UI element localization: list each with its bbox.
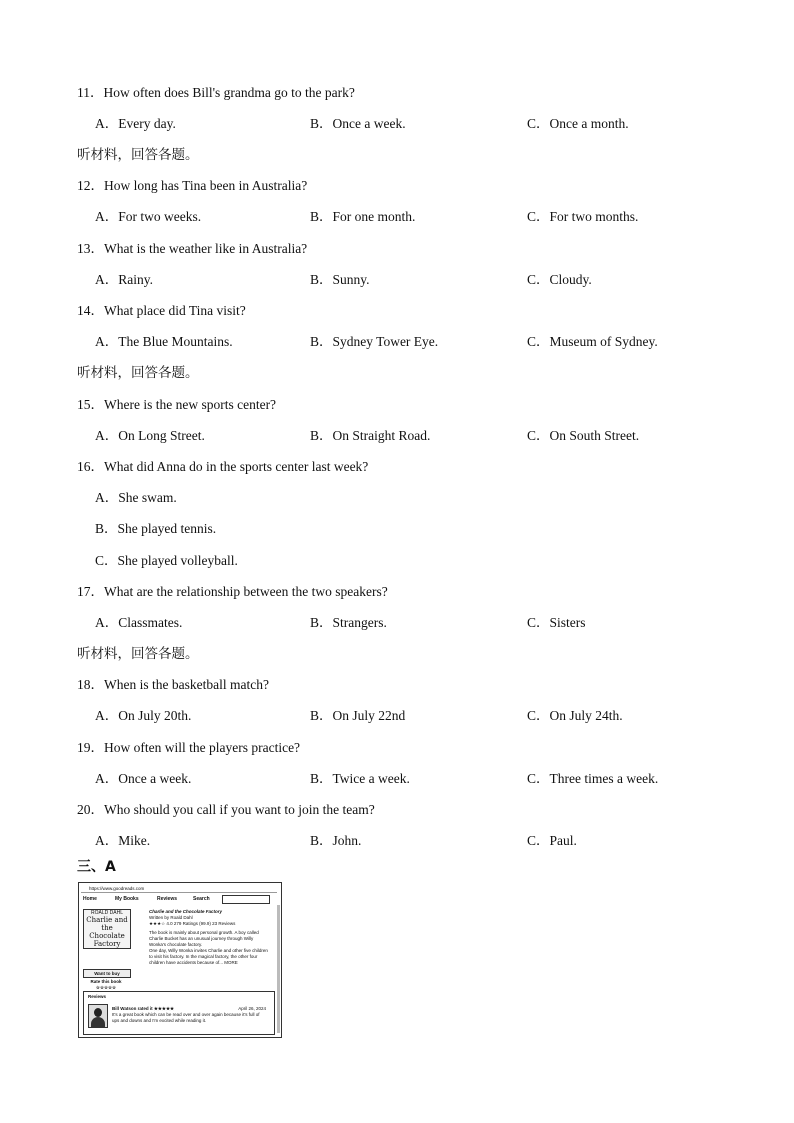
question-16: 16．What did Anna do in the sports center last week?: [77, 459, 369, 474]
option-19-a: A．Once a week.: [95, 771, 192, 786]
book-info: [149, 909, 271, 966]
option-20-b: B．John.: [310, 833, 362, 848]
question-14: 14．What place did Tina visit?: [77, 303, 246, 318]
rate-label: Rate this book: [90, 979, 122, 984]
want-to-buy-button: Want to buy: [83, 969, 131, 978]
book-cover: [83, 909, 131, 949]
description-2: One day, Willy Wonka invites Charlie and other five children to visit his factory. In the magical factory, the other four children have accidents because of... MORE: [149, 948, 268, 965]
cover-author: ROALD DAHL: [91, 910, 123, 916]
option-15-a: A．On Long Street.: [95, 428, 205, 443]
section-title: 三、A: [77, 859, 116, 875]
option-12-c: C．For two months.: [527, 209, 639, 224]
option-20-c: C．Paul.: [527, 833, 577, 848]
book-title: Charlie and the Chocolate Factory: [149, 909, 223, 914]
option-17-b: B．Strangers.: [310, 615, 387, 630]
instruction-3: 听材料，回答各题。: [77, 646, 199, 662]
reviews-label: Reviews: [88, 994, 107, 999]
option-18-c: C．On July 24th.: [527, 708, 623, 723]
question-17: 17．What are the relationship between the two speakers?: [77, 584, 388, 599]
scrollbar: [277, 905, 280, 1033]
question-15: 15．Where is the new sports center?: [77, 397, 277, 412]
question-13: 13．What is the weather like in Australia?: [77, 241, 308, 256]
nav-search: Search: [193, 896, 210, 902]
instruction-1: 听材料，回答各题。: [77, 147, 199, 163]
reviewer-line: Bill Watson rated it ★★★★★: [112, 1006, 175, 1011]
avatar: [88, 1004, 108, 1028]
question-19: 19．How often will the players practice?: [77, 740, 301, 755]
rate-this-book: [83, 979, 129, 991]
question-12: 12．How long has Tina been in Australia?: [77, 178, 308, 193]
nav-reviews: Reviews: [157, 896, 178, 902]
option-11-a: A．Every day.: [95, 116, 176, 131]
description-1: The book is mainly about personal growth. A boy called Charlie Bucket has an unusual journey through Willy Wonka's chocolate factory.: [149, 930, 259, 947]
nav-home: Home: [83, 896, 97, 902]
option-19-b: B．Twice a week.: [310, 771, 410, 786]
option-13-a: A．Rainy.: [95, 272, 153, 287]
option-14-c: C．Museum of Sydney.: [527, 334, 658, 349]
option-14-b: B．Sydney Tower Eye.: [310, 334, 439, 349]
option-16-c: C．She played volleyball.: [95, 553, 238, 568]
option-12-b: B．For one month.: [310, 209, 416, 224]
review-date: April 26, 2024: [238, 1006, 266, 1011]
option-13-b: B．Sunny.: [310, 272, 370, 287]
option-14-a: A．The Blue Mountains.: [95, 334, 233, 349]
url-bar: https://www.goodreads.com: [81, 885, 277, 893]
question-11: 11．How often does Bill's grandma go to the park?: [77, 85, 355, 100]
question-18: 18．When is the basketball match?: [77, 677, 269, 692]
instruction-2: 听材料，回答各题。: [77, 365, 199, 381]
option-13-c: C．Cloudy.: [527, 272, 592, 287]
cover-title: Charlie and the Chocolate Factory: [86, 916, 128, 948]
nav-my-books: My Books: [115, 896, 139, 902]
rating-line: ★★★☆ 4.0 279 Ratings (99.9) 23 Reviews: [149, 921, 236, 926]
option-11-c: C．Once a month.: [527, 116, 629, 131]
option-15-b: B．On Straight Road.: [310, 428, 431, 443]
option-20-a: A．Mike.: [95, 833, 151, 848]
option-17-a: A．Classmates.: [95, 615, 183, 630]
option-19-c: C．Three times a week.: [527, 771, 659, 786]
review-text: It's a great book which can be read over and over again because it's full of ups and downs and I'm excited while reading it.: [112, 1012, 260, 1023]
option-16-b: B．She played tennis.: [95, 521, 217, 536]
book-website-figure: [78, 882, 282, 1038]
option-16-a: A．She swam.: [95, 490, 177, 505]
option-18-a: A．On July 20th.: [95, 708, 192, 723]
option-17-c: C．Sisters: [527, 615, 586, 630]
option-18-b: B．On July 22nd: [310, 708, 406, 723]
option-12-a: A．For two weeks.: [95, 209, 202, 224]
rate-stars: ☆☆☆☆☆: [95, 985, 117, 990]
search-box: [222, 895, 270, 904]
reviews-box: [83, 991, 275, 1035]
option-11-b: B．Once a week.: [310, 116, 406, 131]
option-15-c: C．On South Street.: [527, 428, 640, 443]
written-by: Written by Roald Dahl: [149, 915, 193, 920]
question-20: 20．Who should you call if you want to join the team?: [77, 802, 375, 817]
